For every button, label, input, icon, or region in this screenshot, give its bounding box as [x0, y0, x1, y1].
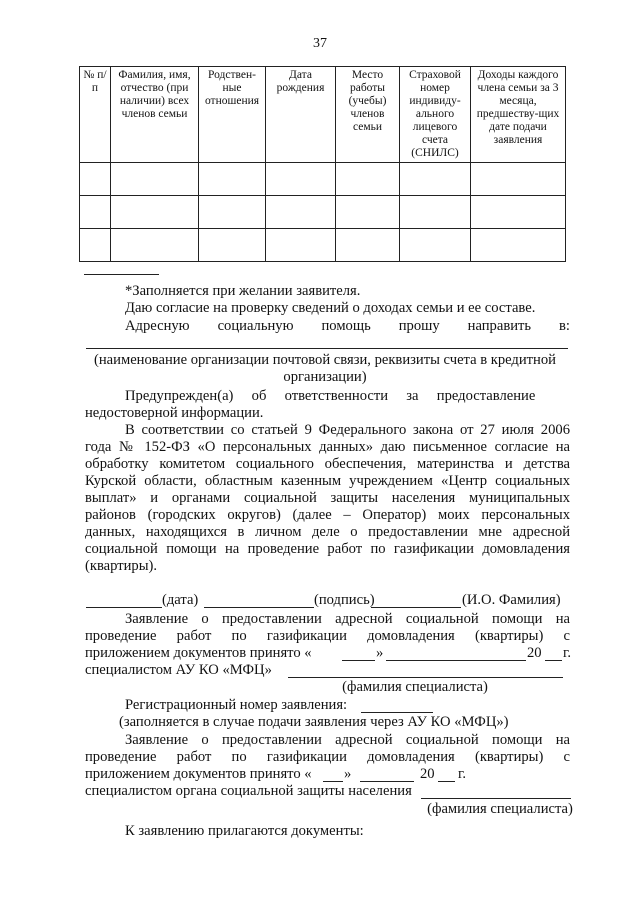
mfc-paragraph-line: проведение работ по газификации домовладения (квартиры) с: [85, 628, 570, 644]
page-number: 37: [313, 36, 327, 51]
org-specialist-caption: (фамилия специалиста): [427, 801, 573, 817]
mfc-month-fill: [386, 660, 526, 661]
footnote-text: *Заполняется при желании заявителя.: [125, 283, 361, 299]
warned-text: Предупрежден(а) об ответственности за предоставление: [125, 388, 536, 404]
warned-text-cont: недостоверной информации.: [85, 405, 264, 421]
table-row: [80, 196, 566, 229]
consent-income-text: Даю согласие на проверку сведений о доходах семьи и ее составе.: [125, 300, 536, 316]
address-word: социальную: [217, 318, 294, 334]
mfc-specialist-fill: [288, 677, 563, 678]
mfc-accepted-text: приложением документов принято «: [85, 645, 312, 661]
address-word: в:: [559, 318, 570, 334]
org-day-fill: [323, 781, 343, 782]
col-relation: Родствен-ные отношения: [199, 67, 266, 163]
org-year-fill: [438, 781, 455, 782]
mfc-year-suffix: г.: [563, 645, 571, 661]
org-specialist-text: специалистом органа социальной защиты населения: [85, 783, 412, 799]
address-word: Адресную: [125, 318, 190, 334]
mfc-specialist-text: специалистом АУ КО «МФЦ»: [85, 662, 272, 678]
org-specialist-fill: [421, 798, 571, 799]
registration-number-fill: [361, 712, 433, 713]
col-snils: Страховой номер индивиду-ального лицевого счета (СНИЛС): [400, 67, 471, 163]
col-number: № п/п: [80, 67, 111, 163]
mfc-day-fill: [342, 660, 375, 661]
mfc-year-prefix: 20: [527, 645, 542, 661]
org-paragraph-line: Заявление о предоставлении адресной социальной помощи на: [125, 732, 570, 748]
law-paragraph-line: социальной помощи на проведение работ по газификации домовладения: [85, 541, 570, 557]
registration-note: (заполняется в случае подачи заявления через АУ КО «МФЦ»): [119, 714, 509, 730]
law-paragraph-line: года № 152-ФЗ «О персональных данных» даю письменное согласие на: [85, 439, 570, 455]
org-quote-close: »: [344, 766, 352, 782]
org-caption: (наименование организации почтовой связи, реквизиты счета в кредитной: [94, 352, 556, 368]
mfc-paragraph-line: Заявление о предоставлении адресной социальной помощи на: [125, 611, 570, 627]
date-fill-line: [86, 607, 162, 608]
org-year-suffix: г.: [458, 766, 466, 782]
col-birth-date: Дата рождения: [266, 67, 336, 163]
name-caption: (И.О. Фамилия): [462, 592, 561, 608]
address-line: [125, 318, 570, 335]
signature-fill-line: [204, 607, 314, 608]
col-full-name: Фамилия, имя, отчество (при наличии) всех членов семьи: [111, 67, 199, 163]
law-paragraph-line: обработку комитетом социального обеспечения, материнства и детства: [85, 456, 570, 472]
mfc-quote-close: »: [376, 645, 384, 661]
org-accepted-text: приложением документов принято «: [85, 766, 312, 782]
registration-number-label: Регистрационный номер заявления:: [125, 697, 348, 713]
family-members-table: [79, 66, 566, 262]
law-paragraph-line: выплат» и органами социальной защиты населения муниципальных: [85, 490, 570, 506]
address-word: прошу: [398, 318, 440, 334]
law-paragraph-line: (квартиры).: [85, 558, 158, 574]
table-header-row: [80, 67, 566, 163]
address-word: направить: [467, 318, 532, 334]
org-paragraph-line: проведение работ по газификации домовладения (квартиры) с: [85, 749, 570, 765]
name-fill-line: [371, 607, 461, 608]
table-row: [80, 229, 566, 262]
law-paragraph-line: районов (городских округов) (далее – Оператор) моих персональных: [85, 507, 570, 523]
mfc-year-fill: [545, 660, 562, 661]
signature-caption: (подпись): [314, 592, 375, 608]
law-paragraph-line: данных, находящихся в личном деле о предоставлении мне адресной: [85, 524, 570, 540]
col-workplace: Место работы (учебы) членов семьи: [336, 67, 400, 163]
date-caption: (дата): [162, 592, 199, 608]
org-month-fill: [360, 781, 414, 782]
law-paragraph-line: Курской области, областным казенным учреждением «Центр социальных: [85, 473, 570, 489]
org-year-prefix: 20: [420, 766, 435, 782]
law-paragraph-line: В соответствии со статьей 9 Федерального закона от 27 июля 2006: [125, 422, 570, 438]
table-row: [80, 163, 566, 196]
attached-documents-heading: К заявлению прилагаются документы:: [125, 823, 364, 839]
col-income: Доходы каждого члена семьи за 3 месяца, предшеству-щих дате подачи заявления: [471, 67, 566, 163]
address-fill-line: [86, 348, 568, 349]
address-word: помощь: [321, 318, 371, 334]
footnote-divider: [84, 274, 159, 275]
mfc-specialist-caption: (фамилия специалиста): [342, 679, 488, 695]
org-caption-cont: организации): [283, 369, 367, 385]
